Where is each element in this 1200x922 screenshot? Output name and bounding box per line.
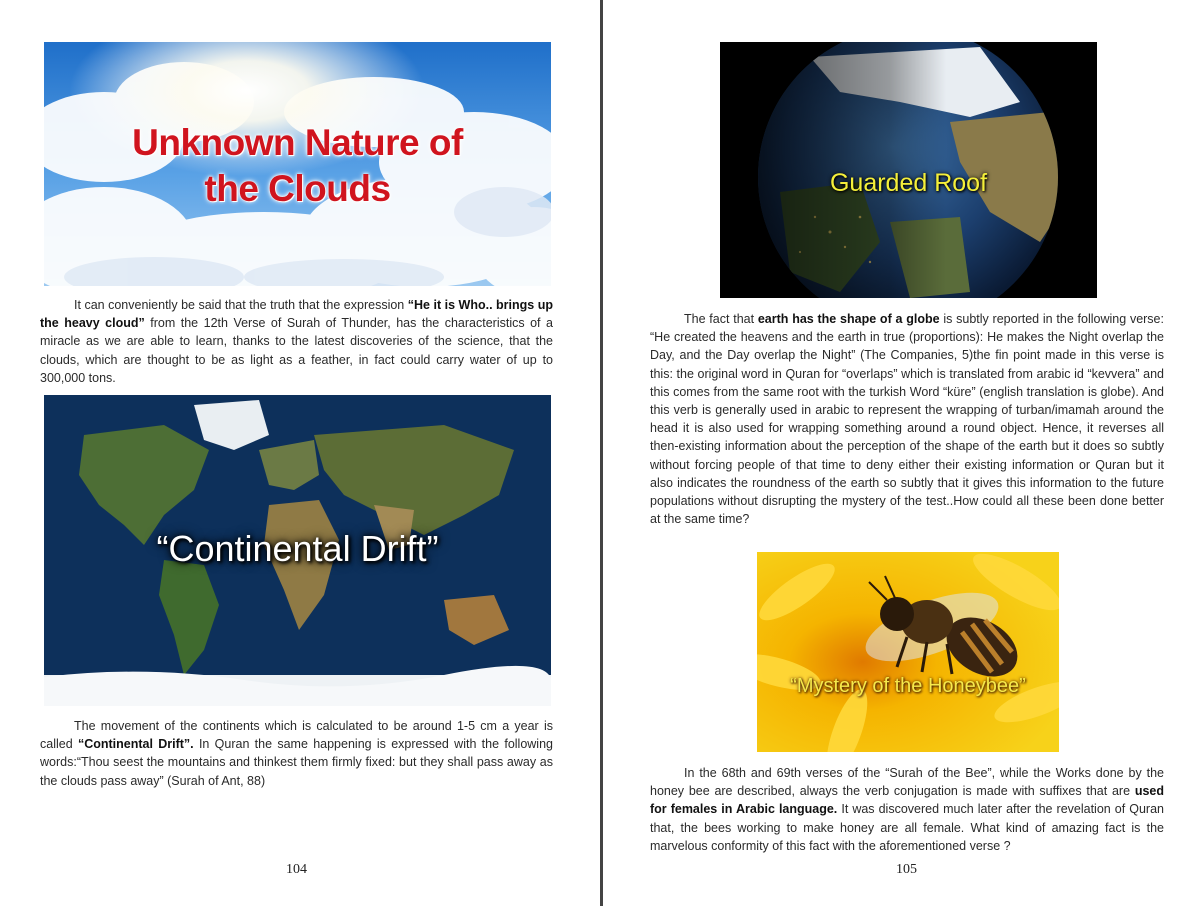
clouds-paragraph-quote: “He it is Who.. brings up the heavy cloud” bbox=[40, 298, 553, 331]
continental-drift-paragraph bbox=[40, 717, 553, 790]
drift-paragraph-rest: In Quran the same happening is expressed with the following words:“Thou seest the mountains and thinkest them firmly fixed: but they shall pass away as the clouds pass away” (Surah of Ant, 88) bbox=[40, 737, 553, 788]
globe-paragraph-intro: The fact that bbox=[684, 312, 758, 326]
bee-paragraph-intro: In the 68th and 69th verses of the “Surah of the Bee”, while the Works done by the honey bee are described, always the verb conjugation is made with suffixes that are bbox=[650, 766, 1164, 799]
globe-paragraph-emphasis: earth has the shape of a globe bbox=[757, 312, 940, 326]
bee-paragraph-emphasis: used for females in Arabic language. bbox=[650, 784, 1164, 817]
drift-paragraph-term: “Continental Drift”. bbox=[77, 737, 194, 752]
drift-paragraph-intro: The movement of the continents which is calculated to be around 1-5 cm a year is called bbox=[40, 719, 553, 752]
clouds-paragraph bbox=[40, 296, 553, 387]
page-number-right: 105 bbox=[896, 862, 917, 877]
globe-image bbox=[720, 42, 1097, 298]
bee-paragraph-rest: It was discovered much later after the revelation of Quran that, the bees working to make honey are all female. What kind of amazing fact is the marvelous conformity of this fact with the aforementioned verse ? bbox=[650, 802, 1164, 853]
globe-paragraph bbox=[650, 310, 1164, 528]
honeybee-image-caption: “Mystery of the Honeybee” bbox=[790, 675, 1026, 697]
honeybee-paragraph bbox=[650, 764, 1164, 855]
page-number-left: 104 bbox=[286, 862, 307, 877]
clouds-image-caption: Unknown Nature of the Clouds bbox=[132, 122, 463, 209]
clouds-image bbox=[44, 42, 551, 286]
honeybee-illustration bbox=[757, 552, 1059, 752]
world-map-image bbox=[44, 395, 551, 706]
right-page bbox=[603, 0, 1200, 922]
clouds-paragraph-rest: from the 12th Verse of Surah of Thunder, has the characteristics of a miracle as we are able to learn, thanks to the latest discoveries of the science, that the clouds, which are thought to be as light as a feather, in fact could carry water of up to 300,000 tons. bbox=[40, 316, 553, 385]
globe-image-caption: Guarded Roof bbox=[829, 169, 988, 197]
globe-paragraph-rest: is subtly reported in the following verse: “He created the heavens and the earth in true (proportions): He makes the Night overlap the Day, and the Day overlap the Night” (The Companies, 5)the fin point made in this verse is this: the original word in Quran for “overlaps” which is translated from arabic id “kevvera” and this comes from the same root with the turkish Word “küre” (english translation is globe). And this verb is generally used in arabic to represent the wrapping of turban/imamah around the head it is also used for wrapping something around a round object. Hence, it reverses all then-existing information about the perception of the shape of the earth but it does so subtly without forcing people of that time to deny either their existing information or Quran but it also indicates the roundness of the earth so subtly that it gives this information to the future populations without disrupting the mystery of the test..How could all these been done better at the same time? bbox=[650, 312, 1164, 527]
world-map-image-caption: “Continental Drift” bbox=[156, 528, 439, 569]
honeybee-image bbox=[757, 552, 1059, 752]
clouds-paragraph-intro: It can conveniently be said that the truth that the expression bbox=[74, 298, 408, 312]
